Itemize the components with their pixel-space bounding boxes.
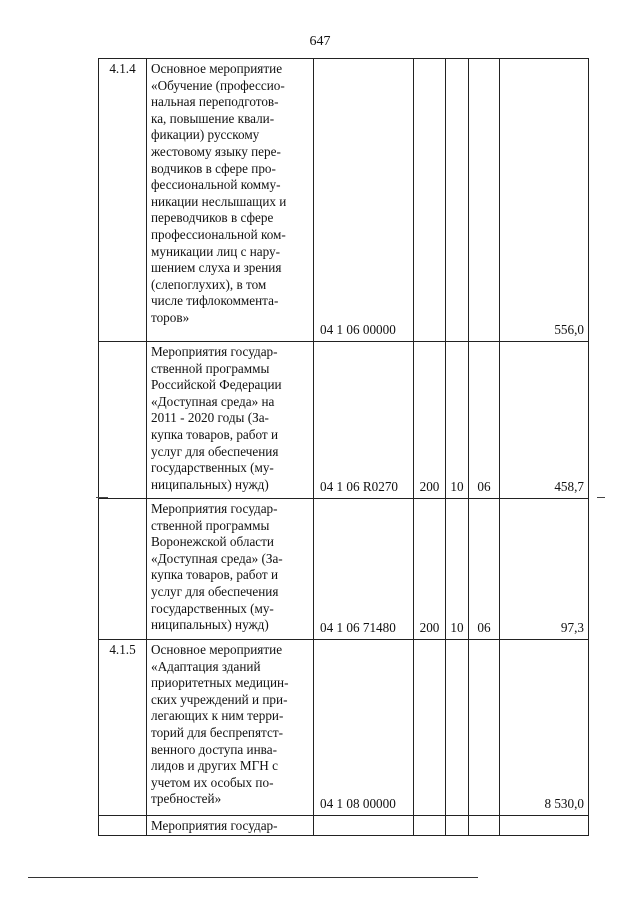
page-number: 647: [309, 34, 331, 49]
name-line: шением слуха и зрения: [151, 260, 282, 276]
name-line: Российской Федерации: [151, 377, 282, 393]
margin-tick: [96, 497, 108, 498]
name-line: Воронежской области: [151, 534, 274, 550]
name-line: фикации) русскому: [151, 127, 260, 143]
expense-type-cell: [414, 816, 446, 836]
subsection-cell: [469, 59, 500, 342]
table-body: [99, 59, 589, 836]
row-number-cell: [99, 342, 147, 499]
name-line: водчиков в сфере про-: [151, 160, 276, 176]
row-number-cell: [99, 499, 147, 640]
target-code-cell: 04 1 08 00000: [314, 640, 414, 816]
subsection-cell: 06: [469, 342, 500, 499]
name-line: переводчиков в сфере: [151, 210, 274, 226]
name-line: лидов и других МГН с: [151, 758, 278, 774]
name-line: профессиональной ком-: [151, 226, 286, 242]
table-row: [99, 640, 589, 816]
section-cell: [446, 816, 469, 836]
name-line: «Доступная среда» на: [151, 393, 275, 409]
name-line: учетом их особых по-: [151, 774, 274, 790]
target-code-cell: 04 1 06 71480: [314, 499, 414, 640]
sum-cell: [500, 816, 589, 836]
name-line: государственных (му-: [151, 460, 274, 476]
name-line: Мероприятия государ-: [151, 818, 278, 833]
table-row: [99, 499, 589, 640]
name-cell: [147, 342, 314, 499]
name-line: ственной программы: [151, 360, 270, 376]
name-line: Основное мероприятие: [151, 61, 283, 76]
sum-cell: 97,3: [500, 499, 589, 640]
name-line: числе тифлокоммента-: [151, 293, 279, 309]
name-line: «Доступная среда» (За-: [151, 550, 283, 566]
name-line: Мероприятия государ-: [151, 501, 278, 516]
name-line: нальная переподготов-: [151, 94, 279, 110]
name-cell: [147, 59, 314, 342]
row-number-cell: 4.1.5: [99, 640, 147, 816]
name-cell: [147, 640, 314, 816]
expense-type-cell: [414, 640, 446, 816]
table-row: [99, 816, 589, 836]
name-line: никации неслышащих и: [151, 193, 287, 209]
budget-table: [98, 58, 589, 836]
name-line: ка, повышение квали-: [151, 110, 275, 126]
name-line: купка товаров, работ и: [151, 567, 279, 583]
expense-type-cell: [414, 59, 446, 342]
expense-type-cell: 200: [414, 342, 446, 499]
name-line: венного доступа инва-: [151, 741, 277, 757]
subsection-cell: [469, 816, 500, 836]
target-code-cell: 04 1 06 00000: [314, 59, 414, 342]
name-line: ских учреждений и при-: [151, 691, 288, 707]
sum-cell: 8 530,0: [500, 640, 589, 816]
sum-cell: 556,0: [500, 59, 589, 342]
name-line: фессиональной комму-: [151, 177, 281, 193]
name-line: купка товаров, работ и: [151, 426, 279, 442]
section-cell: [446, 59, 469, 342]
table-row: [99, 342, 589, 499]
name-cell: [147, 816, 314, 836]
row-number-cell: [99, 816, 147, 836]
name-line: требностей»: [151, 791, 222, 807]
expense-type-cell: 200: [414, 499, 446, 640]
name-line: ниципальных) нужд): [151, 476, 269, 492]
subsection-cell: 06: [469, 499, 500, 640]
subsection-cell: [469, 640, 500, 816]
section-cell: 10: [446, 342, 469, 499]
name-line: (слепоглухих), в том: [151, 276, 267, 292]
sum-cell: 458,7: [500, 342, 589, 499]
margin-tick: [597, 497, 605, 498]
name-line: государственных (му-: [151, 600, 274, 616]
name-line: ственной программы: [151, 517, 270, 533]
name-cell: [147, 499, 314, 640]
name-line: муникации лиц с нару-: [151, 243, 281, 259]
name-line: «Обучение (профессио-: [151, 77, 285, 93]
row-number-cell: 4.1.4: [99, 59, 147, 342]
table-row: [99, 59, 589, 342]
name-line: Мероприятия государ-: [151, 344, 278, 359]
footer-rule: [28, 877, 478, 878]
name-line: 2011 - 2020 годы (За-: [151, 410, 269, 426]
target-code-cell: 04 1 06 R0270: [314, 342, 414, 499]
section-cell: [446, 640, 469, 816]
name-line: торов»: [151, 309, 190, 325]
name-line: услуг для обеспечения: [151, 443, 279, 459]
name-line: легающих к ним терри-: [151, 708, 284, 724]
section-cell: 10: [446, 499, 469, 640]
name-line: жестовому языку пере-: [151, 143, 281, 159]
target-code-cell: [314, 816, 414, 836]
name-line: торий для беспрепятст-: [151, 724, 283, 740]
name-line: Основное мероприятие: [151, 642, 283, 657]
name-line: приоритетных медицин-: [151, 675, 289, 691]
name-line: услуг для обеспечения: [151, 583, 279, 599]
name-line: ниципальных) нужд): [151, 617, 269, 633]
name-line: «Адаптация зданий: [151, 658, 261, 674]
